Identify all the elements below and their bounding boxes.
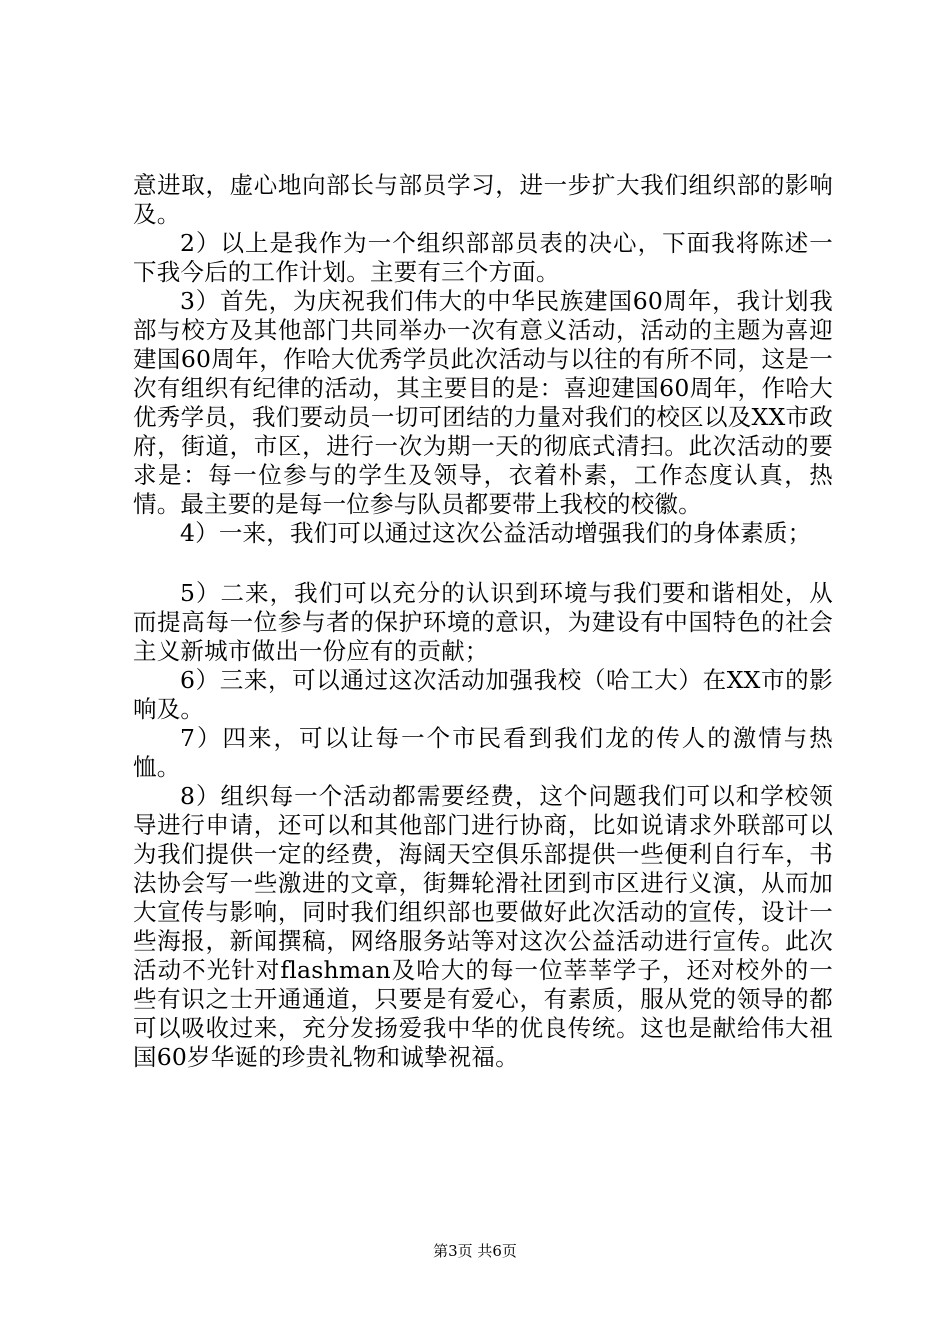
document-body: [133, 171, 833, 1072]
paragraph-6: 6）三来，可以通过这次活动加强我校（哈工大）在XX市的影响及。: [133, 666, 833, 723]
paragraph-4: 4）一来，我们可以通过这次公益活动增强我们的身体素质；: [180, 519, 812, 547]
paragraph-7: 7）四来，可以让每一个市民看到我们龙的传人的激情与热恤。: [133, 724, 833, 781]
paragraph-3: 3）首先，为庆祝我们伟大的中华民族建国60周年，我计划我部与校方及其他部门共同举办一次有意义活动，活动的主题为喜迎建国60周年，作哈大优秀学员此次活动与以往的有所不同，这是一次有组织有纪律的活动，其主要目的是：喜迎建国60周年，作哈大优秀学员，我们要动员一切可团结的力量对我们的校区以及XX市政府，街道，市区，进行一次为期一天的彻底式清扫。此次活动的要求是：每一位参与的学生及领导，衣着朴素，工作态度认真，热情。最主要的是每一位参与队员都要带上我校的校徽。: [133, 287, 833, 518]
page-number-footer: 第3页 共6页: [433, 1242, 517, 1260]
paragraph-2: 2）以上是我作为一个组织部部员表的决心，下面我将陈述一下我今后的工作计划。主要有三个方面。: [133, 229, 833, 286]
paragraph-continuation: 意进取，虚心地向部长与部员学习，进一步扩大我们组织部的影响及。: [133, 171, 833, 228]
paragraph-5: 5）二来，我们可以充分的认识到环境与我们要和谐相处，从而提高每一位参与者的保护环境的意识，为建设有中国特色的社会主义新城市做出一份应有的贡献；: [133, 579, 833, 665]
paragraph-gap: [133, 548, 833, 579]
paragraph-8: 8）组织每一个活动都需要经费，这个问题我们可以和学校领导进行申请，还可以和其他部门进行协商，比如说请求外联部可以为我们提供一定的经费，海阔天空俱乐部提供一些便利自行车，书法协会写一些激进的文章，街舞轮滑社团到市区进行义演，从而加大宣传与影响，同时我们组织部也要做好此次活动的宣传，设计一些海报，新闻撰稿，网络服务站等对这次公益活动进行宣传。此次活动不光针对flashman及哈大的每一位莘莘学子，还对校外的一些有识之士开通通道，只要是有爱心，有素质，服从党的领导的都可以吸收过来，充分发扬爱我中华的优良传统。这也是献给伟大祖国60岁华诞的珍贵礼物和诚挚祝福。: [133, 782, 833, 1071]
